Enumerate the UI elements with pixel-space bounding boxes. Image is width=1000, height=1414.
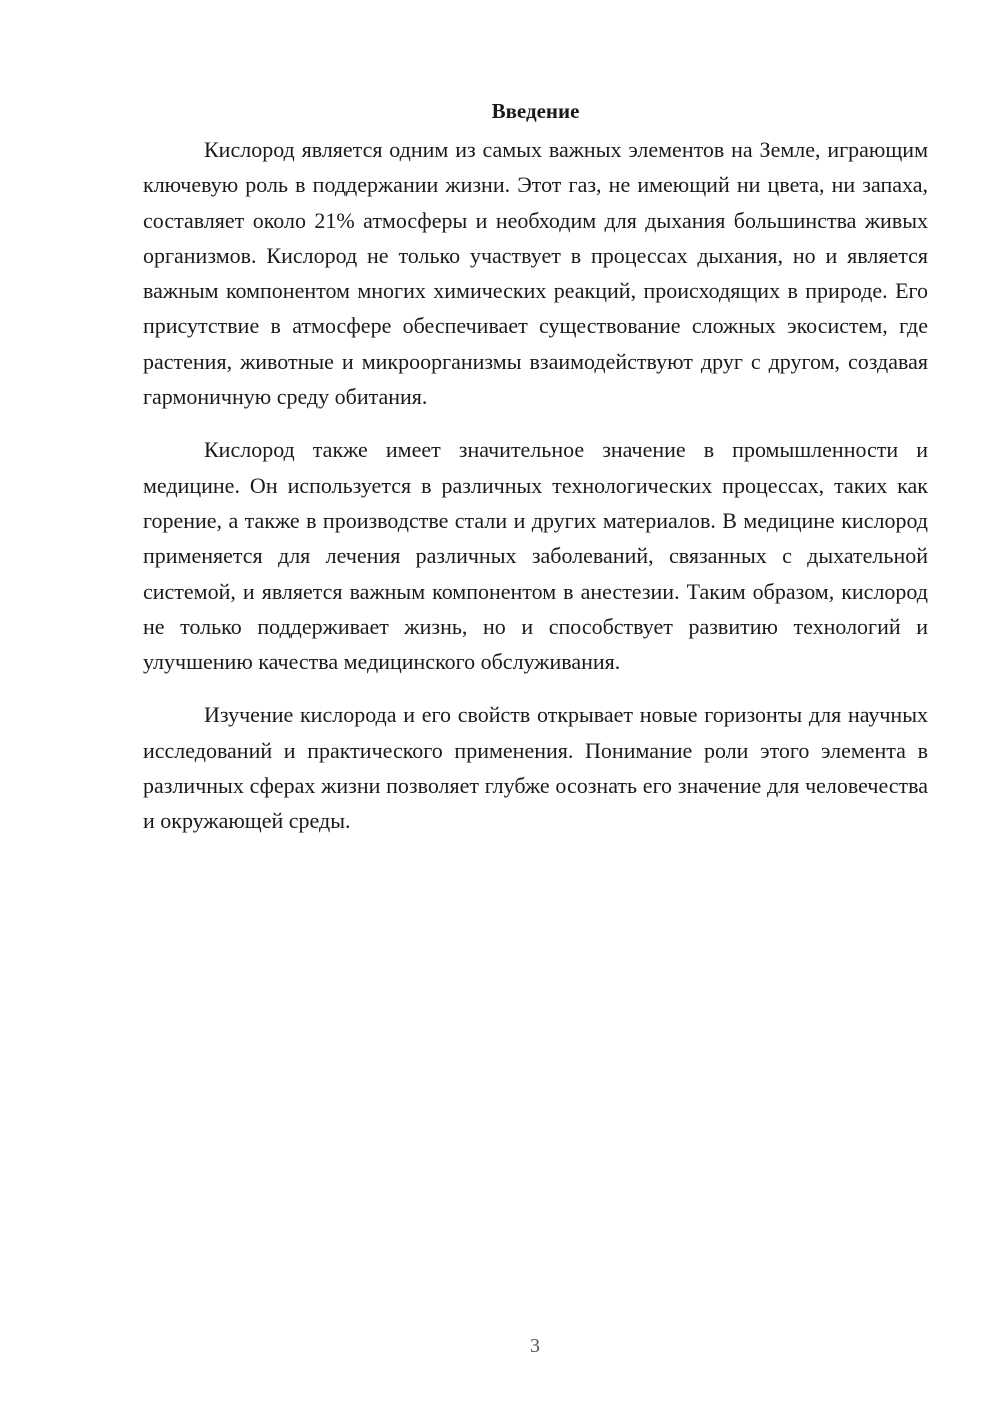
page-number: 3 <box>530 1335 540 1357</box>
paragraph-2: Кислород также имеет значительное значение в промышленности и медицине. Он используется в различных технологических процессах, таких как горение, а также в производстве стали и других материалов. В медицине кислород применяется для лечения различных заболеваний, связанных с дыхательной системой, и является важным компонентом в анестезии. Таким образом, кислород не только поддерживает жизнь, но и способствует развитию технологий и улучшению качества медицинского обслуживания. <box>143 437 928 675</box>
page-content <box>143 96 928 857</box>
paragraph-3: Изучение кислорода и его свойств открывает новые горизонты для научных исследований и практического применения. Понимание роли этого элемента в различных сферах жизни позволяет глубже осознать его значение для человечества и окружающей среды. <box>143 702 928 834</box>
section-title: Введение <box>491 99 580 123</box>
paragraph-1: Кислород является одним из самых важных элементов на Земле, играющим ключевую роль в поддержании жизни. Этот газ, не имеющий ни цвета, ни запаха, составляет около 21% атмосферы и необходим для дыхания большинства живых организмов. Кислород не только участвует в процессах дыхания, но и является важным компонентом многих химических реакций, происходящих в природе. Его присутствие в атмосфере обеспечивает существование сложных экосистем, где растения, животные и микроорганизмы взаимодействуют друг с другом, создавая гармоничную среду обитания. <box>143 137 928 410</box>
